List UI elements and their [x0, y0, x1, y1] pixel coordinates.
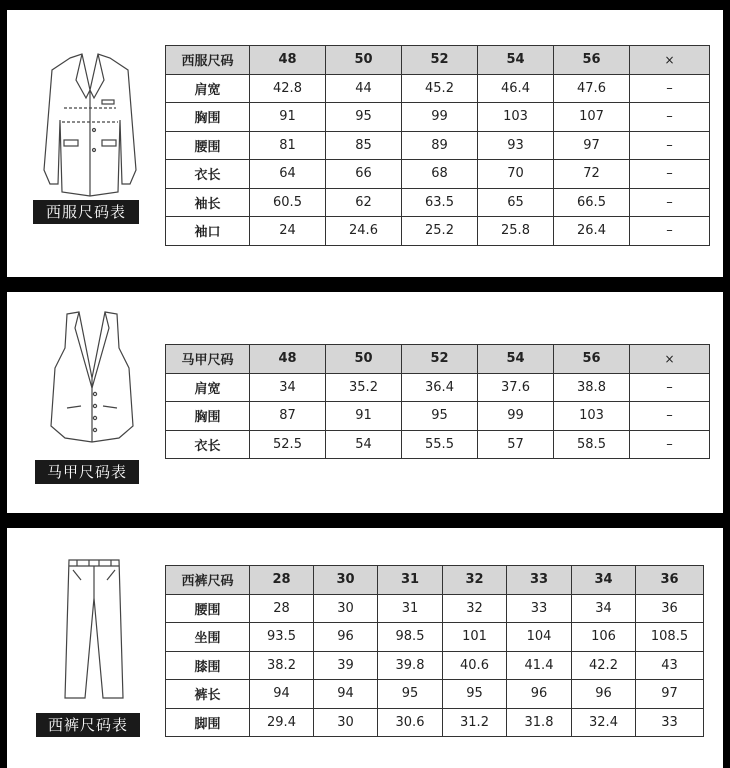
table-cell: 31.8 — [507, 708, 572, 737]
header-cell: 50 — [326, 46, 402, 75]
table-cell: – — [630, 74, 710, 103]
header-cell: 52 — [402, 345, 478, 374]
table-row — [166, 623, 704, 652]
table-cell: 68 — [402, 160, 478, 189]
row-label: 肩宽 — [166, 373, 250, 402]
row-label: 衣长 — [166, 430, 250, 459]
header-cell: × — [630, 46, 710, 75]
table-cell: 30.6 — [378, 708, 443, 737]
table-cell: 93 — [478, 131, 554, 160]
table-row — [166, 160, 710, 189]
table-cell: 107 — [554, 103, 630, 132]
suit-size-table — [165, 45, 710, 246]
header-cell: 56 — [554, 345, 630, 374]
table-row — [166, 131, 710, 160]
table-cell: 91 — [250, 103, 326, 132]
table-cell: 36.4 — [402, 373, 478, 402]
table-cell: 89 — [402, 131, 478, 160]
table-cell: – — [630, 131, 710, 160]
table-cell: 52.5 — [250, 430, 326, 459]
table-cell: 58.5 — [554, 430, 630, 459]
pants-size-panel — [7, 528, 723, 768]
table-cell: 28 — [250, 594, 314, 623]
table-cell: 95 — [443, 680, 507, 709]
table-row — [166, 217, 710, 246]
table-cell: – — [630, 430, 710, 459]
row-label: 裤长 — [166, 680, 250, 709]
table-header-row — [166, 566, 704, 595]
table-cell: 66.5 — [554, 188, 630, 217]
table-cell: 37.6 — [478, 373, 554, 402]
table-cell: 81 — [250, 131, 326, 160]
table-row — [166, 708, 704, 737]
table-cell: – — [630, 402, 710, 431]
table-cell: 91 — [326, 402, 402, 431]
row-label: 肩宽 — [166, 74, 250, 103]
table-cell: 30 — [314, 594, 378, 623]
header-cell: 48 — [250, 46, 326, 75]
table-cell: 32 — [443, 594, 507, 623]
header-cell: 30 — [314, 566, 378, 595]
table-cell: 25.8 — [478, 217, 554, 246]
row-label: 坐围 — [166, 623, 250, 652]
table-cell: 62 — [326, 188, 402, 217]
table-cell: 35.2 — [326, 373, 402, 402]
table-row — [166, 103, 710, 132]
table-header-row — [166, 46, 710, 75]
table-cell: 65 — [478, 188, 554, 217]
table-cell: 85 — [326, 131, 402, 160]
row-label: 腰围 — [166, 131, 250, 160]
table-cell: 87 — [250, 402, 326, 431]
table-cell: 66 — [326, 160, 402, 189]
header-cell: 34 — [572, 566, 636, 595]
table-cell: 96 — [507, 680, 572, 709]
table-cell: 43 — [636, 651, 704, 680]
suit-size-panel — [7, 10, 723, 277]
header-cell: 33 — [507, 566, 572, 595]
row-label: 胸围 — [166, 402, 250, 431]
table-cell: 99 — [478, 402, 554, 431]
table-cell: 101 — [443, 623, 507, 652]
header-cell: × — [630, 345, 710, 374]
header-cell: 28 — [250, 566, 314, 595]
header-cell: 西服尺码 — [166, 46, 250, 75]
table-cell: 45.2 — [402, 74, 478, 103]
table-cell: 34 — [572, 594, 636, 623]
table-cell: 38.2 — [250, 651, 314, 680]
table-cell: 33 — [507, 594, 572, 623]
table-cell: 93.5 — [250, 623, 314, 652]
table-cell: 95 — [402, 402, 478, 431]
table-cell: 72 — [554, 160, 630, 189]
table-cell: – — [630, 188, 710, 217]
row-label: 袖长 — [166, 188, 250, 217]
table-cell: 104 — [507, 623, 572, 652]
table-cell: 40.6 — [443, 651, 507, 680]
table-row — [166, 402, 710, 431]
table-cell: 32.4 — [572, 708, 636, 737]
suit-size-label: 西服尺码表 — [33, 200, 139, 224]
table-row — [166, 188, 710, 217]
table-cell: 24 — [250, 217, 326, 246]
row-label: 脚围 — [166, 708, 250, 737]
header-cell: 32 — [443, 566, 507, 595]
header-cell: 50 — [326, 345, 402, 374]
table-cell: 103 — [478, 103, 554, 132]
table-cell: 41.4 — [507, 651, 572, 680]
table-cell: – — [630, 217, 710, 246]
header-cell: 56 — [554, 46, 630, 75]
table-cell: 25.2 — [402, 217, 478, 246]
table-cell: 54 — [326, 430, 402, 459]
row-label: 胸围 — [166, 103, 250, 132]
table-cell: 29.4 — [250, 708, 314, 737]
table-cell: 39.8 — [378, 651, 443, 680]
table-cell: 63.5 — [402, 188, 478, 217]
table-cell: 106 — [572, 623, 636, 652]
vest-icon — [49, 308, 135, 448]
pants-size-label: 西裤尺码表 — [36, 713, 140, 737]
table-cell: 99 — [402, 103, 478, 132]
table-cell: 97 — [636, 680, 704, 709]
table-cell: 98.5 — [378, 623, 443, 652]
table-cell: 108.5 — [636, 623, 704, 652]
header-cell: 54 — [478, 345, 554, 374]
table-cell: – — [630, 373, 710, 402]
trousers-icon — [63, 558, 125, 703]
header-cell: 西裤尺码 — [166, 566, 250, 595]
row-label: 腰围 — [166, 594, 250, 623]
vest-size-label: 马甲尺码表 — [35, 460, 139, 484]
table-row — [166, 74, 710, 103]
table-cell: 44 — [326, 74, 402, 103]
vest-size-panel — [7, 292, 723, 513]
table-cell: 31 — [378, 594, 443, 623]
table-cell: 39 — [314, 651, 378, 680]
header-cell: 36 — [636, 566, 704, 595]
table-cell: 33 — [636, 708, 704, 737]
table-cell: 34 — [250, 373, 326, 402]
table-cell: 96 — [572, 680, 636, 709]
table-cell: 46.4 — [478, 74, 554, 103]
header-cell: 马甲尺码 — [166, 345, 250, 374]
vest-size-table — [165, 344, 710, 459]
table-cell: 24.6 — [326, 217, 402, 246]
table-cell: 95 — [326, 103, 402, 132]
table-cell: 70 — [478, 160, 554, 189]
table-cell: 55.5 — [402, 430, 478, 459]
table-cell: 64 — [250, 160, 326, 189]
table-cell: 31.2 — [443, 708, 507, 737]
row-label: 膝围 — [166, 651, 250, 680]
table-cell: 97 — [554, 131, 630, 160]
table-cell: – — [630, 103, 710, 132]
table-cell: 42.8 — [250, 74, 326, 103]
suit-jacket-icon — [40, 50, 140, 200]
table-row — [166, 594, 704, 623]
pants-size-table — [165, 565, 704, 737]
header-cell: 54 — [478, 46, 554, 75]
table-row — [166, 373, 710, 402]
table-cell: 30 — [314, 708, 378, 737]
row-label: 袖口 — [166, 217, 250, 246]
table-cell: 42.2 — [572, 651, 636, 680]
table-cell: 36 — [636, 594, 704, 623]
header-cell: 31 — [378, 566, 443, 595]
table-cell: 96 — [314, 623, 378, 652]
table-row — [166, 430, 710, 459]
table-cell: 60.5 — [250, 188, 326, 217]
table-cell: 26.4 — [554, 217, 630, 246]
table-cell: 94 — [314, 680, 378, 709]
table-row — [166, 680, 704, 709]
table-cell: 103 — [554, 402, 630, 431]
table-cell: 47.6 — [554, 74, 630, 103]
row-label: 衣长 — [166, 160, 250, 189]
table-cell: 94 — [250, 680, 314, 709]
header-cell: 48 — [250, 345, 326, 374]
header-cell: 52 — [402, 46, 478, 75]
table-cell: – — [630, 160, 710, 189]
table-cell: 57 — [478, 430, 554, 459]
table-header-row — [166, 345, 710, 374]
table-cell: 95 — [378, 680, 443, 709]
table-cell: 38.8 — [554, 373, 630, 402]
table-row — [166, 651, 704, 680]
